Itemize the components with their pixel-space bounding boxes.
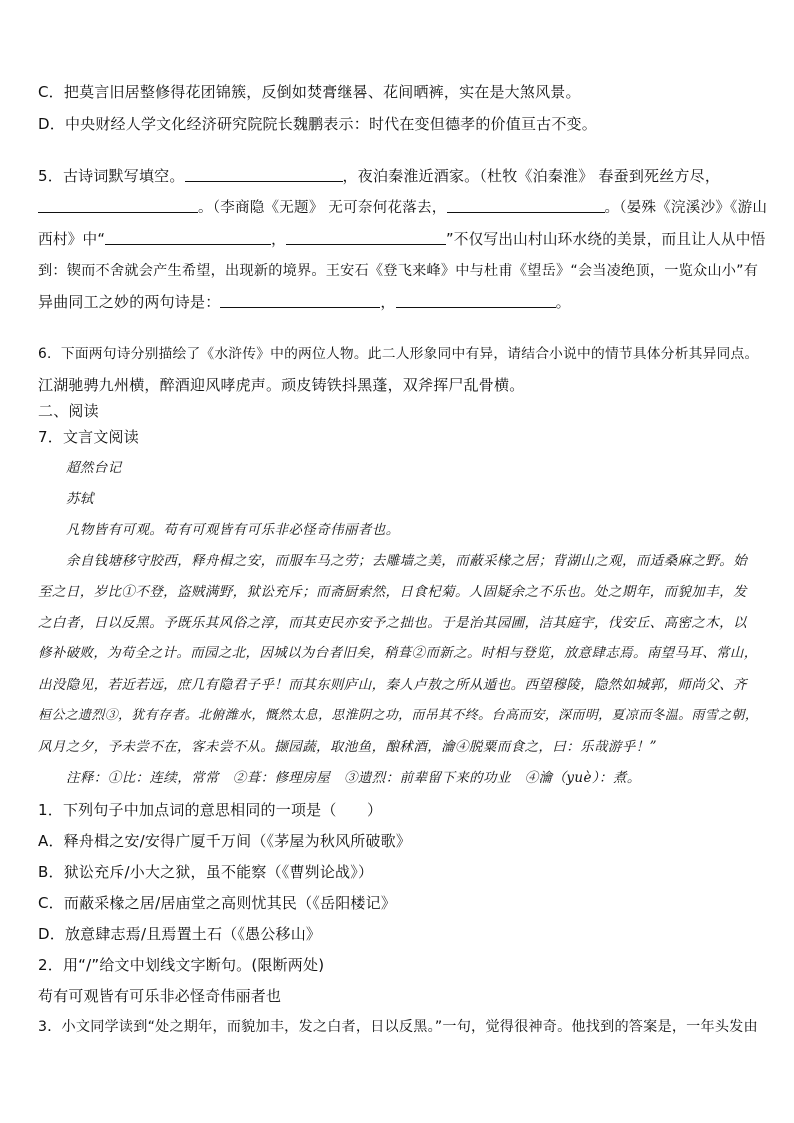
question-5-line-3	[38, 230, 765, 250]
option-d-q4: D．中央财经人学文化经济研究院院长魏鹏表示：时代在变但德孝的价值亘古不变。	[38, 115, 597, 133]
question-5-text-d: 西村》中“	[38, 231, 106, 248]
essay-line-1: 凡物皆有可观。苟有可观皆有可乐非必怪奇伟丽者也。	[66, 522, 400, 538]
question-7-heading: 7．文言文阅读	[38, 428, 139, 446]
question-5-line-5	[38, 292, 571, 312]
subquestion-1-stem: 1．下列句子中加点词的意思相同的一项是（ ）	[38, 801, 383, 819]
section-heading: 二、阅读	[38, 402, 99, 420]
essay-title: 超然台记	[66, 460, 122, 476]
question-5-text-f: 异曲同工之妙的两句诗是：	[38, 293, 221, 311]
question-5-line-1	[38, 166, 720, 186]
subquestion-1-option-d: D．放意肆志焉/且焉置土石（《愚公移山》	[38, 925, 322, 943]
option-c-q4: C．把莫言旧居整修得花团锦簇，反倒如焚膏继晷、花间晒裤，实在是大煞风景。	[38, 83, 581, 101]
question-5-line-2	[38, 198, 767, 218]
subquestion-2-text: 苟有可观皆有可乐非必怪奇伟丽者也	[38, 987, 282, 1005]
essay-line-8: 风月之夕，予未尝不在，客未尝不从。撷园蔬，取池鱼，酿秫酒，瀹④脱粟而食之，曰：乐哉游乎！”	[38, 739, 657, 755]
subquestion-3-stem: 3．小文同学读到“处之期年，而貌加丰，发之白者，日以反黑。”一句，觉得很神奇。他找到的答案是，一年头发由	[38, 1019, 758, 1035]
essay-line-3: 至之日，岁比①不登，盗贼满野，狱讼充斥；而斋厨索然，日食杞菊。人固疑余之不乐也。处之期年，而貌加丰，发	[38, 584, 747, 600]
essay-author: 苏轼	[66, 491, 94, 507]
essay-line-4: 之白者，日以反黑。予既乐其风俗之淳，而其吏民亦安予之拙也。于是治其园圃，洁其庭宇，伐安丘、高密之木，以	[38, 615, 747, 631]
question-5-text-e: ”不仅写出山村山环水绕的美景，而且让人从中悟	[446, 231, 766, 248]
question-5-comma-2: ，	[380, 293, 396, 311]
essay-line-6: 出没隐见，若近若远，庶几有隐君子乎！而其东则庐山，秦人卢敖之所从遁也。西望穆陵，隐然如城郭，师尚父、齐	[38, 677, 747, 693]
subquestion-1-option-a: A．释舟楫之安/安得广厦千万间（《茅屋为秋风所破歌》	[38, 832, 412, 850]
question-5-line-4: 到：锲而不舍就会产生希望，出现新的境界。王安石《登飞来峰》中与杜甫《望岳》“会当凌绝顶，一览众山小”有	[38, 263, 759, 279]
blank-1[interactable]	[185, 167, 343, 182]
essay-line-2: 余自钱塘移守胶西，释舟楫之安，而服车马之劳；去雕墙之美，而蔽采椽之居；背湖山之观，而适桑麻之野。始	[66, 553, 748, 569]
question-5-period: 。	[555, 293, 571, 311]
subquestion-1-option-c: C．而蔽采椽之居/居庙堂之高则忧其民（《岳阳楼记》	[38, 894, 397, 912]
blank-2[interactable]	[38, 198, 198, 213]
question-6-stem: 6．下面两句诗分别描绘了《水浒传》中的两位人物。此二人形象同中有异，请结合小说中的情节具体分析其异同点。	[38, 346, 759, 362]
blank-4[interactable]	[105, 230, 271, 245]
essay-line-7: 桓公之遗烈③，犹有存者。北俯潍水，慨然太息，思淮阴之功，而吊其不终。台高而安，深而明，夏凉而冬温。雨雪之朝，	[38, 708, 759, 723]
subquestion-2-stem: 2．用“/”给文中划线文字断句。(限断两处)	[38, 956, 325, 974]
essay-line-5: 修补破败，为苟全之计。而园之北，因城以为台者旧矣，稍葺②而新之。时相与登览，放意肆志焉。南望马耳、常山，	[38, 646, 758, 661]
blank-7[interactable]	[396, 293, 556, 308]
question-5-label: 5．古诗词默写填空。	[38, 167, 185, 185]
question-6-poem: 江湖驰骋九州横，醉酒迎风哮虎声。顽皮铸铁抖黑蓬，双斧挥尸乱骨横。	[38, 376, 525, 394]
blank-6[interactable]	[220, 293, 380, 308]
question-5-text-b: 。（李商隐《无题》 无可奈何花落去，	[198, 199, 447, 216]
question-5-text-a: ，夜泊秦淮近酒家。（杜牧《泊秦淮》 春蚕到死丝方尽，	[342, 167, 721, 185]
essay-note: 注释：①比：连续，常常 ②葺：修理房屋 ③遗烈：前辈留下来的功业 ④瀹（yuè）：煮。	[66, 770, 641, 786]
question-5-text-c: 。（晏殊《浣溪沙》《游山	[604, 199, 768, 216]
blank-3[interactable]	[447, 198, 605, 213]
blank-5[interactable]	[286, 230, 446, 245]
subquestion-1-option-b: B．狱讼充斥/小大之狱，虽不能察（《曹刿论战》）	[38, 863, 374, 881]
question-5-comma-1: ，	[271, 231, 286, 248]
